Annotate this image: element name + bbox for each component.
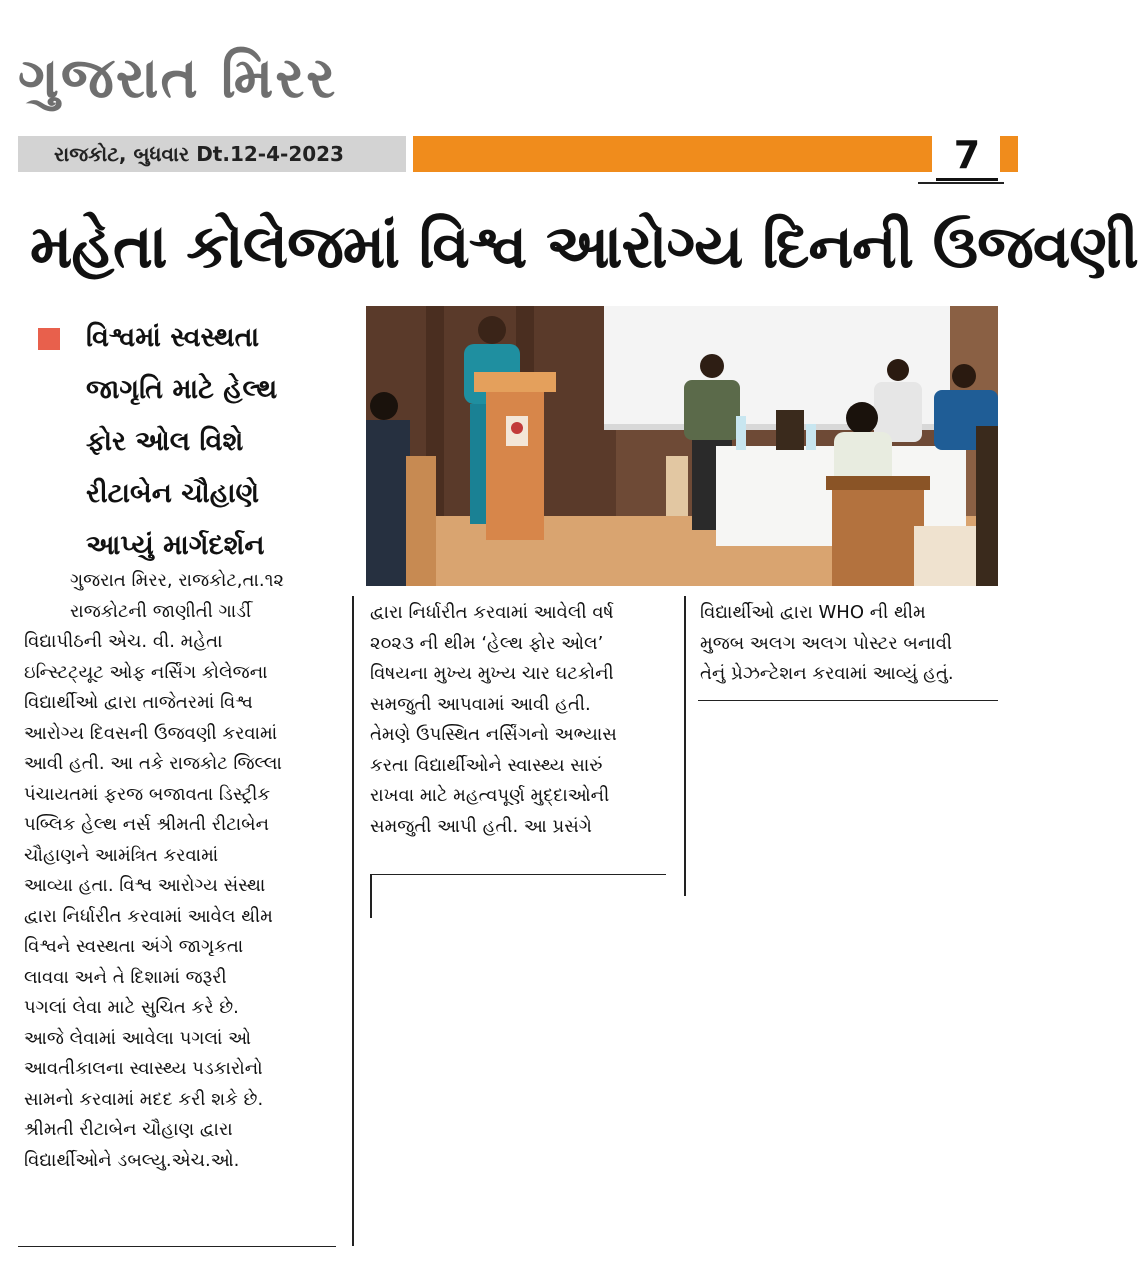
page-number: 7 [936,132,998,181]
column-divider [370,874,666,875]
article-line: આરોગ્ય દિવસની ઉજવણી કરવામાં [24,722,278,744]
column-divider [684,596,686,896]
column-divider [918,182,1004,184]
subhead-line: ફોર ઓલ વિશે [86,426,244,457]
article-headline: મહેતા કોલેજમાં વિશ્વ આરોગ્ય દિનની ઉજવણી [30,212,1138,282]
header-accent-bar-right [1000,136,1018,172]
subhead-line: આપ્યું માર્ગદર્શન [86,530,265,561]
article-line: કરતા વિદ્યાર્થીઓને સ્વાસ્થ્ય સારું [370,754,603,776]
newspaper-masthead: ગુજરાત મિરર [18,46,338,111]
article-line: વિદ્યાપીઠની એચ. વી. મહેતા [24,631,223,652]
article-line: ૨૦૨૩ ની થીમ ‘હેલ્થ ફોર ઓલ’ [370,632,604,654]
article-line: તેમણે ઉપસ્થિત નર્સિંગનો અભ્યાસ [370,724,617,745]
article-line: શ્રીમતી રીટાબેન ચૌહાણ દ્વારા [24,1119,233,1140]
article-line: ઇન્સ્ટિટ્યૂટ ઓફ નર્સિંગ કોલેજના [24,661,268,683]
article-line: વિષયના મુખ્ય મુખ્ય ચાર ઘટકોની [370,663,614,684]
article-line: ચૌહાણને આમંત્રિત કરવામાં [24,844,219,866]
article-line: લાવવા અને તે દિશામાં જરૂરી [24,966,227,988]
event-photo [366,306,998,586]
article-column-2 [370,598,668,842]
article-line: પબ્લિક હેલ્થ નર્સ શ્રીમતી રીટાબેન [24,814,270,835]
article-line: વિદ્યાર્થીઓને ડબલ્યુ.એચ.ઓ. [24,1149,240,1171]
article-line: સમજુતી આપવામાં આવી હતી. [370,693,591,715]
article-line: સમજુતી આપી હતી. આ પ્રસંગે [370,815,592,837]
article-line: પગલાં લેવા માટે સુચિત કરે છે. [24,997,239,1018]
article-line: આજે લેવામાં આવેલા પગલાં ઓ [24,1027,252,1049]
article-column-3 [700,598,1000,690]
article-line: સામનો કરવામાં મદદ કરી શકે છે. [24,1088,264,1110]
event-photo-illustration [366,306,998,586]
article-line: વિશ્વને સ્વસ્થતા અંગે જાગૃકતા [24,936,244,957]
article-column-1 [24,566,338,1176]
column-divider [698,700,998,701]
column-divider [370,874,372,918]
article-line: રાજકોટની જાણીતી ગાર્ડી [70,600,252,622]
article-line: વિદ્યાર્થીઓ દ્વારા WHO ની થીમ [700,602,926,623]
dateline: રાજકોટ, બુધવાર Dt.12-4-2023 [18,136,406,172]
subhead-line: રીટાબેન ચૌહાણે [86,478,260,509]
article-line: આવતીકાલના સ્વાસ્થ્ય પડકારોનો [24,1058,263,1079]
article-line: તેનું પ્રેઝન્ટેશન કરવામાં આવ્યું હતું. [700,663,954,684]
subhead-line: વિશ્વમાં સ્વસ્થતા [86,322,260,353]
article-line: દ્વારા નિર્ધારીત કરવામાં આવેલી વર્ષ [370,602,614,623]
article-line: ગુજરાત મિરર, રાજકોટ,તા.૧૨ [70,570,284,591]
article-line: આવી હતી. આ તકે રાજકોટ જિલ્લા [24,753,282,774]
column-divider [352,596,354,1246]
article-line: પંચાયતમાં ફરજ બજાવતા ડિસ્ટ્રીક [24,783,271,805]
article-line: દ્વારા નિર્ધારીત કરવામાં આવેલ થીમ [24,905,273,927]
article-line: આવ્યા હતા. વિશ્વ આરોગ્ય સંસ્થા [24,875,266,896]
subhead-line: જાગૃતિ માટે હેલ્થ [86,374,278,405]
article-line: રાખવા માટે મહત્વપૂર્ણ મુદ્દાઓની [370,785,610,806]
subhead-bullet-icon [38,328,60,350]
column-divider [18,1246,336,1247]
article-line: વિદ્યાર્થીઓ દ્વારા તાજેતરમાં વિશ્વ [24,692,253,713]
header-accent-bar [413,136,932,172]
article-line: મુજબ અલગ અલગ પોસ્ટર બનાવી [700,632,953,654]
article-subhead [86,312,348,572]
